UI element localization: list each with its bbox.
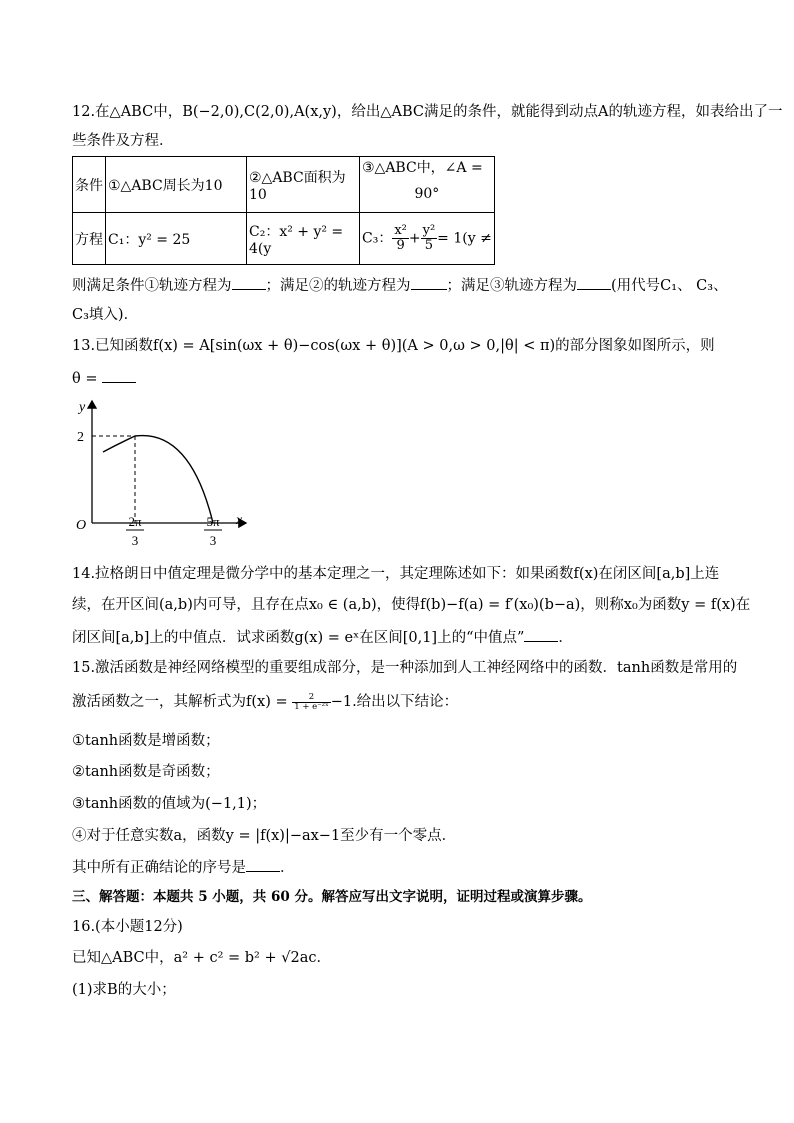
- table-cond1: ①△ABC周长为10: [106, 157, 247, 213]
- q12-line3-d: (用代号C₁、 C₃、: [611, 278, 728, 294]
- q15-last-a: 其中所有正确结论的序号是: [72, 860, 246, 876]
- q15-last-line: [72, 857, 295, 878]
- q16-part1: (1)求B的大小；: [72, 982, 176, 998]
- x-tick-5pi3-den: 3: [209, 533, 217, 548]
- x-tick-2pi3-den: 3: [131, 533, 139, 548]
- answer-blank-theta[interactable]: [102, 368, 136, 383]
- q14-line3: [72, 627, 573, 648]
- tanh-frac-den: 1 + e⁻²ˣ: [294, 701, 329, 712]
- condition-table: [72, 156, 495, 265]
- y-tick-2: 2: [77, 430, 84, 445]
- y-axis-label: y: [79, 400, 86, 415]
- q12-line3: [72, 275, 728, 296]
- answer-blank-3[interactable]: [577, 275, 611, 290]
- tanh-fraction: [292, 693, 330, 712]
- table-cond3-b: 90°: [414, 186, 440, 202]
- table-eq1: C₁：y² = 25: [106, 213, 247, 265]
- eq3-5: 5: [424, 238, 434, 253]
- eq3-prefix: C₃：: [362, 230, 393, 247]
- eq3-suffix: = 1(y ≠: [437, 230, 492, 247]
- q15-last-b: ．: [280, 860, 295, 876]
- function-graph: [70, 395, 260, 555]
- table-head-condition: 条件: [73, 157, 106, 213]
- table-eq2: C₂：x² + y² = 4(y: [247, 213, 360, 265]
- table-head-equation: 方程: [73, 213, 106, 265]
- q13-line1: 13.已知函数f(x) = A[sin(ωx + θ)−cos(ωx + θ)](A > 0,ω > 0,|θ| < π)的部分图象如图所示，则: [72, 338, 715, 354]
- q15-line2-b: −1.给出以下结论：: [330, 694, 459, 710]
- answer-blank-conclusions[interactable]: [246, 857, 280, 872]
- q12-line4: C₃填入)．: [72, 307, 139, 323]
- q13-line2-text: θ =: [72, 371, 103, 387]
- q14-line1: 14.拉格朗日中值定理是微分学中的基本定理之一，其定理陈述如下：如果函数f(x)在闭区间[a,b]上连: [72, 566, 720, 582]
- answer-blank-1[interactable]: [232, 275, 266, 290]
- q12-line3-a: 则满足条件①轨迹方程为: [72, 278, 232, 294]
- section-3-heading: 三、解答题：本题共 5 小题，共 60 分。解答应写出文字说明，证明过程或演算步骤。: [72, 889, 592, 905]
- q15-conclusion-2: ②tanh函数是奇函数；: [72, 764, 220, 780]
- answer-blank-2[interactable]: [411, 275, 447, 290]
- q13-line2: [72, 368, 136, 389]
- eq3-x2: x²: [394, 223, 407, 238]
- x-axis-label: x: [236, 513, 243, 528]
- table-cond2: ②△ABC面积为10: [247, 157, 360, 213]
- tanh-frac-num: 2: [292, 693, 330, 703]
- q12-line3-b: ；满足②的轨迹方程为: [265, 278, 411, 294]
- q14-line2: 续，在开区间(a,b)内可导，且存在点x₀ ∈ (a,b)，使得f(b)−f(a) = f′(x₀)(b−a)，则称x₀为函数y = f(x)在: [72, 597, 751, 613]
- q15-conclusion-3: ③tanh函数的值域为(−1,1)；: [72, 796, 267, 812]
- q15-line2: [72, 692, 458, 712]
- origin-label: O: [76, 518, 87, 533]
- answer-blank-midpoint[interactable]: [524, 627, 558, 642]
- q15-conclusion-4: ④对于任意实数a，函数y = |f(x)|−ax−1至少有一个零点．: [72, 828, 457, 844]
- function-curve: [103, 436, 213, 523]
- q15-line1: 15.激活函数是神经网络模型的重要组成部分，是一种添加到人工神经网络中的函数．tanh函数是常用的: [72, 660, 738, 676]
- q14-line3-b: ．: [558, 630, 573, 646]
- eq3-frac-x: [392, 224, 409, 253]
- q15-conclusion-1: ①tanh函数是增函数；: [72, 733, 220, 749]
- q15-line2-a: 激活函数之一，其解析式为f(x) =: [72, 694, 293, 710]
- eq3-frac-y: [421, 224, 438, 253]
- eq3-y2: y²: [422, 223, 436, 238]
- table-eq3: [360, 213, 495, 265]
- q16-given: 已知△ABC中，a² + c² = b² + √2ac．: [72, 950, 331, 966]
- eq3-plus: +: [408, 230, 421, 247]
- q12-line3-c: ；满足③轨迹方程为: [446, 278, 577, 294]
- q16-head: 16.(本小题12分): [72, 919, 183, 935]
- x-tick-2pi3-num: 2π: [128, 514, 142, 529]
- eq3-9: 9: [396, 238, 405, 253]
- q12-line2: 些条件及方程．: [72, 133, 174, 149]
- q14-line3-a: 闭区间[a,b]上的中值点．试求函数g(x) = eˣ在区间[0,1]上的“中值点”: [72, 630, 525, 646]
- x-tick-5pi3-num: 5π: [206, 514, 220, 529]
- table-cond3: [360, 157, 495, 213]
- table-cond3-a: ③△ABC中，∠A =: [362, 160, 483, 176]
- q12-line1: 12.在△ABC中，B(−2,0),C(2,0),A(x,y)，给出△ABC满足的条件，就能得到动点A的轨迹方程，如表给出了一: [72, 104, 783, 120]
